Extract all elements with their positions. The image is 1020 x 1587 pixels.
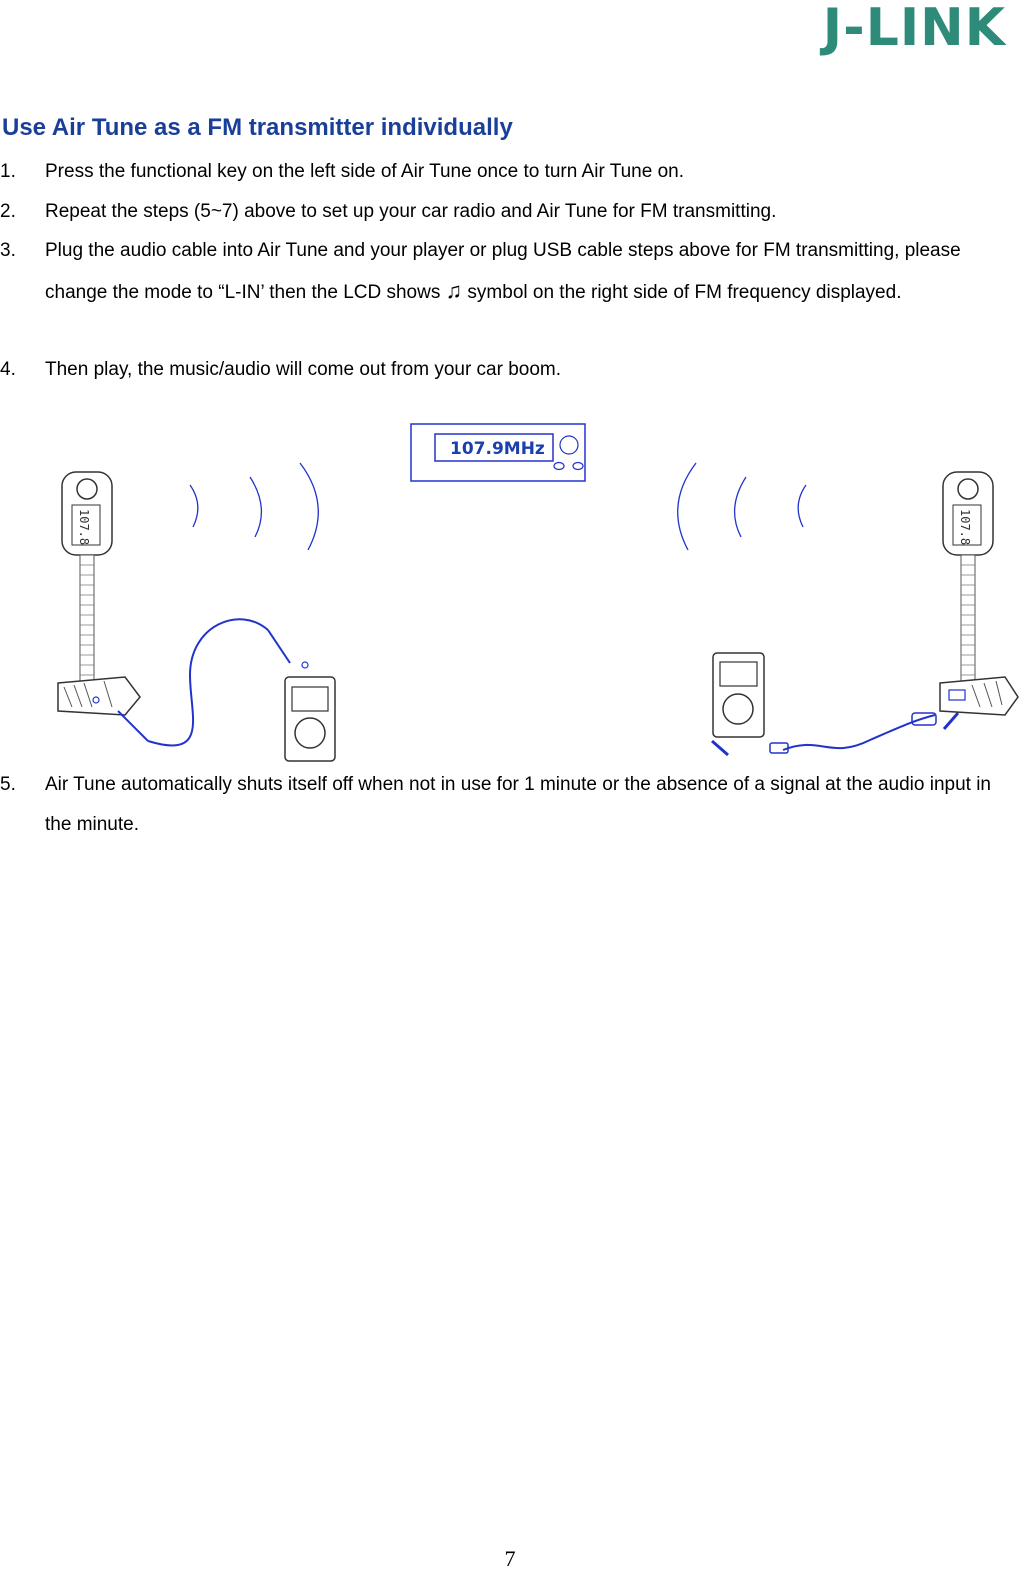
signal-waves-right bbox=[678, 463, 806, 550]
signal-waves-left bbox=[190, 463, 318, 550]
section-title: Use Air Tune as a FM transmitter individually bbox=[2, 114, 513, 141]
media-player-left bbox=[285, 677, 335, 761]
fm-transmitter-illustration bbox=[0, 415, 1020, 765]
radio-frequency-display: 107.9MHz bbox=[450, 439, 545, 459]
step-number: 1. bbox=[0, 161, 16, 182]
music-note-icon: ♫ bbox=[445, 278, 463, 303]
audio-cable bbox=[118, 619, 308, 745]
step-text-after: symbol on the right side of FM frequency displayed. bbox=[467, 282, 902, 303]
page-number: 7 bbox=[504, 1546, 516, 1571]
step-text: Air Tune automatically shuts itself off when not in use for 1 minute or the absence of a signal at the audio input in the minute. bbox=[45, 774, 991, 835]
step-number: 3. bbox=[0, 240, 16, 261]
air-tune-device-left bbox=[58, 472, 140, 715]
device-lcd-left: 107.8 bbox=[77, 509, 91, 546]
step-number: 2. bbox=[0, 201, 16, 222]
step-text bbox=[45, 231, 1010, 313]
step-number: 5. bbox=[0, 774, 16, 795]
media-player-right bbox=[713, 653, 764, 737]
air-tune-device-right bbox=[940, 472, 1018, 715]
j-link-logo: J-LINK bbox=[822, 0, 1006, 58]
device-lcd-right: 107.8 bbox=[958, 509, 972, 546]
step-text: Repeat the steps (5~7) above to set up your car radio and Air Tune for FM transmitting. bbox=[45, 201, 777, 222]
step-text: Then play, the music/audio will come out from your car boom. bbox=[45, 359, 562, 380]
step-number: 4. bbox=[0, 359, 16, 380]
step-text: Press the functional key on the left side of Air Tune once to turn Air Tune on. bbox=[45, 161, 684, 182]
step-text-before: Plug the audio cable into Air Tune and your player or plug USB cable steps above for FM transmitting, please change the mode to “L-IN’ then the LCD shows bbox=[45, 240, 961, 303]
car-radio-display bbox=[411, 424, 585, 481]
